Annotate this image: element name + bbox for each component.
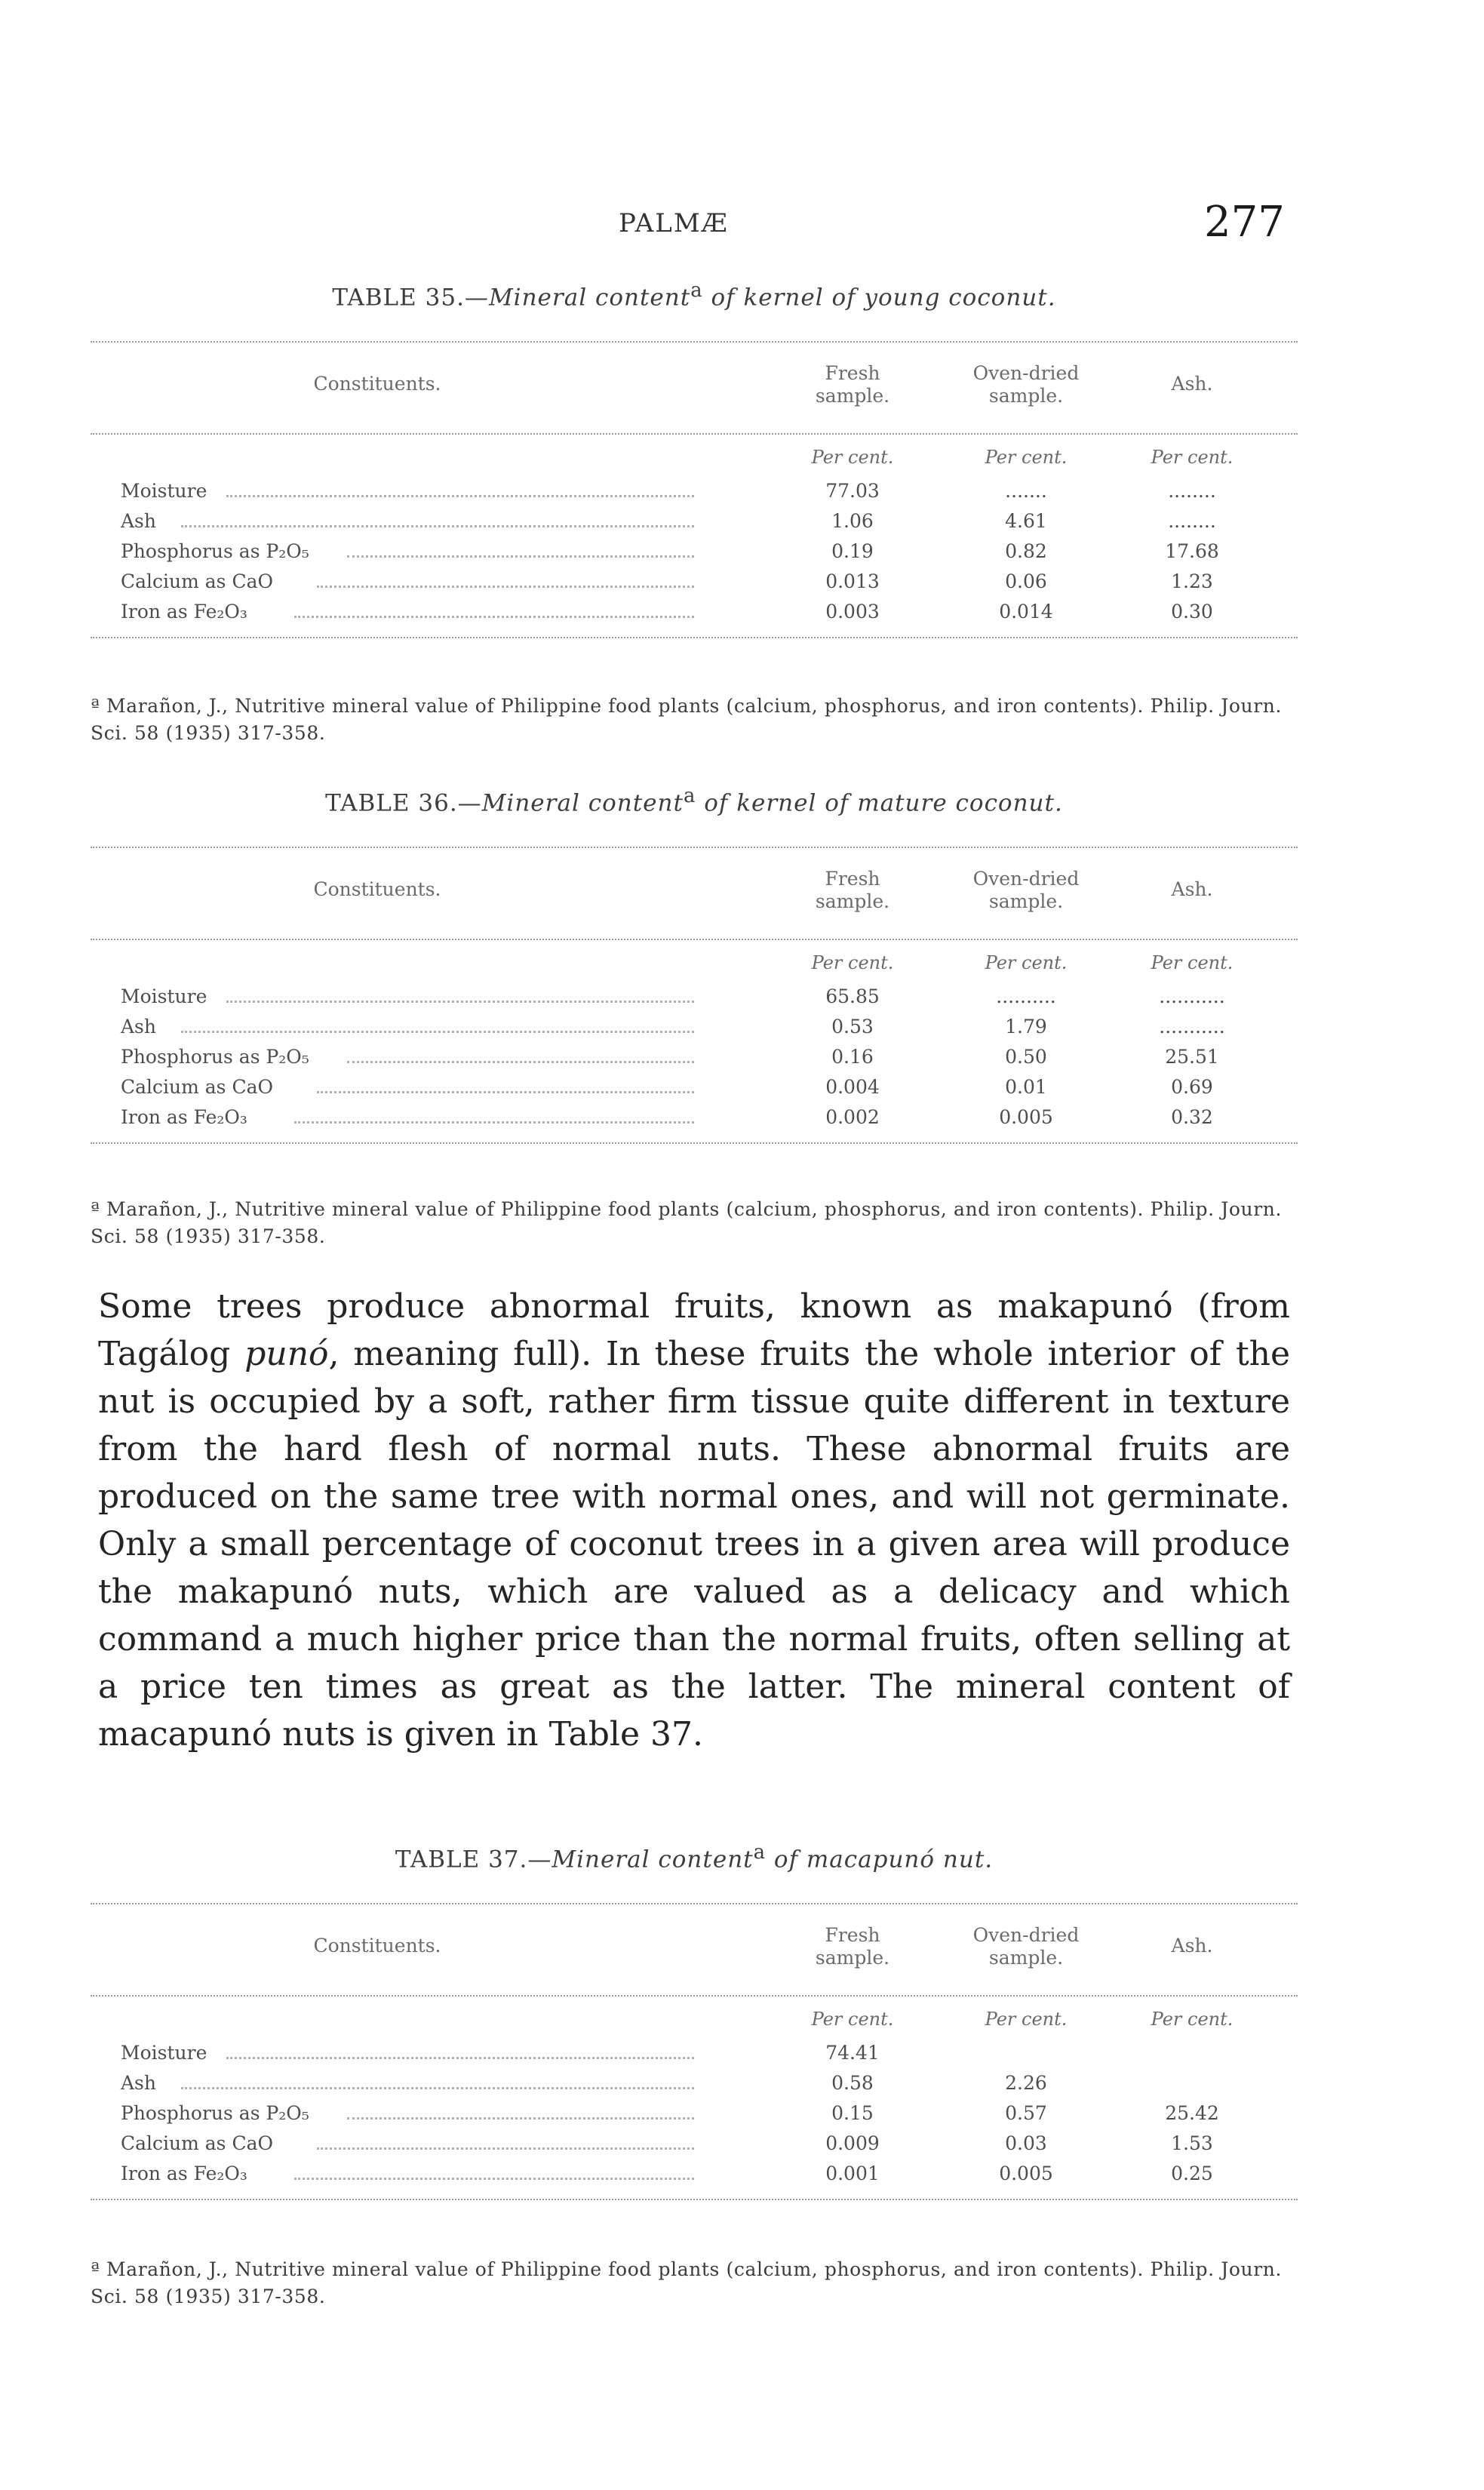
header-fresh: Fresh sample.: [815, 362, 890, 407]
table-rule: [91, 637, 1298, 638]
cell-ash: 25.51: [1165, 1046, 1219, 1068]
caption-mark: a: [683, 785, 696, 807]
cell-fresh: 0.002: [825, 1106, 880, 1129]
header-ash: Ash.: [1171, 373, 1213, 395]
cell-fresh: 1.06: [831, 510, 874, 533]
table-rule: [91, 1142, 1298, 1144]
unit-fresh: Per cent.: [811, 2009, 894, 2030]
cell-fresh: 74.41: [825, 2042, 880, 2064]
cell-oven: .......: [1005, 480, 1047, 503]
cell-ash: 25.42: [1165, 2102, 1219, 2125]
cell-oven: 0.57: [1005, 2102, 1047, 2125]
dot-leader: [317, 586, 694, 588]
cell-fresh: 0.004: [825, 1076, 880, 1099]
paragraph-text-part1: Some trees produce abnormal fruits, known as makapunó (from Tagálog: [98, 1287, 1290, 1373]
table-row: [91, 566, 1298, 596]
row-label: Calcium as CaO: [121, 570, 273, 593]
unit-fresh: Per cent.: [811, 447, 894, 469]
cell-ash: 0.25: [1171, 2163, 1213, 2185]
column-headers: [91, 343, 1298, 433]
cell-fresh: 0.013: [825, 570, 880, 593]
header-oven-dried: Oven-dried sample.: [972, 362, 1080, 407]
dot-leader: [226, 2057, 694, 2059]
header-ash: Ash.: [1171, 1935, 1213, 1957]
running-title: PALMÆ: [619, 208, 729, 238]
caption-rest: of kernel of mature coconut.: [696, 789, 1063, 817]
units-row: [91, 940, 1298, 981]
row-label: Phosphorus as P₂O₅: [121, 540, 309, 563]
cell-oven: 2.26: [1005, 2072, 1047, 2095]
row-label: Moisture: [121, 2042, 207, 2064]
table-row: [91, 536, 1298, 566]
unit-oven: Per cent.: [985, 952, 1068, 974]
caption-title: Mineral content: [552, 1846, 754, 1874]
cell-oven: 4.61: [1005, 510, 1047, 533]
table-row: [91, 981, 1298, 1011]
table-row: [91, 1011, 1298, 1041]
caption-mark: a: [753, 1841, 767, 1864]
row-label: Moisture: [121, 985, 207, 1008]
caption-mark: a: [690, 279, 703, 302]
caption-title: Mineral content: [481, 789, 684, 817]
cell-ash: ........: [1168, 480, 1216, 503]
row-label: Iron as Fe₂O₃: [121, 1106, 247, 1129]
table-37: [91, 1841, 1298, 2200]
unit-ash: Per cent.: [1151, 952, 1234, 974]
cell-fresh: 65.85: [825, 985, 880, 1008]
dot-leader: [317, 2147, 694, 2150]
caption-label: TABLE 37.—: [395, 1846, 552, 1874]
dot-leader: [317, 1091, 694, 1093]
cell-oven: 0.014: [999, 601, 1053, 623]
table-row: [91, 1071, 1298, 1102]
cell-oven: 0.50: [1005, 1046, 1047, 1068]
row-label: Calcium as CaO: [121, 1076, 273, 1099]
row-label: Ash: [121, 510, 156, 533]
unit-oven: Per cent.: [985, 447, 1068, 469]
cell-fresh: 0.001: [825, 2163, 880, 2185]
table-row: [91, 2098, 1298, 2128]
caption-label: TABLE 35.—: [332, 284, 489, 312]
unit-ash: Per cent.: [1151, 447, 1234, 469]
table-36: [91, 785, 1298, 1144]
cell-ash: 0.69: [1171, 1076, 1213, 1099]
table-row: [91, 596, 1298, 626]
dot-leader: [226, 495, 694, 497]
dot-leader: [181, 525, 694, 527]
table-row: [91, 2037, 1298, 2067]
paragraph-italic-word: punó: [244, 1335, 329, 1373]
header-ash: Ash.: [1171, 878, 1213, 901]
table-row: [91, 506, 1298, 536]
cell-oven: 0.01: [1005, 1076, 1047, 1099]
dot-leader: [181, 2087, 694, 2089]
cell-oven: 0.82: [1005, 540, 1047, 563]
row-label: Calcium as CaO: [121, 2132, 273, 2155]
dot-leader: [181, 1031, 694, 1033]
table-rule: [91, 2199, 1298, 2200]
cell-fresh: 0.16: [831, 1046, 874, 1068]
header-oven-dried: Oven-dried sample.: [972, 1924, 1080, 1969]
cell-fresh: 0.19: [831, 540, 874, 563]
header-oven-dried: Oven-dried sample.: [972, 868, 1080, 913]
cell-oven: 1.79: [1005, 1016, 1047, 1038]
row-label: Ash: [121, 1016, 156, 1038]
cell-fresh: 0.009: [825, 2132, 880, 2155]
table-row: [91, 1102, 1298, 1132]
table-row: [91, 2158, 1298, 2188]
row-label: Iron as Fe₂O₃: [121, 2163, 247, 2185]
cell-ash: 1.23: [1171, 570, 1213, 593]
table-row: [91, 2128, 1298, 2158]
table-row: [91, 2067, 1298, 2098]
paragraph-text-part2: , meaning full). In these fruits the whole interior of the nut is occupied by a soft, rather firm tissue quite different in texture from the hard flesh of normal nuts. These abnormal fruits are produced on the same tree with normal ones, and will not germinate. Only a small percentage of coconut trees in a given area will produce the makapunó nuts, which are valued as a delicacy and which command a much higher price than the normal fruits, often selling at a price ten times as great as the latter. The mineral content of macapunó nuts is given in Table 37.: [98, 1335, 1290, 1754]
footnote-37: ª Marañon, J., Nutritive mineral value of Philippine food plants (calcium, phosphorus, and iron contents). Philip. Journ. Sci. 58 (1935) 317-358.: [91, 2258, 1282, 2307]
row-label: Iron as Fe₂O₃: [121, 601, 247, 623]
footnote-36: ª Marañon, J., Nutritive mineral value of Philippine food plants (calcium, phosphorus, and iron contents). Philip. Journ. Sci. 58 (1935) 317-358.: [91, 1198, 1282, 1247]
row-label: Ash: [121, 2072, 156, 2095]
caption-label: TABLE 36.—: [325, 789, 482, 817]
body-paragraph: [98, 1283, 1290, 1758]
cell-fresh: 0.003: [825, 601, 880, 623]
row-label: Phosphorus as P₂O₅: [121, 1046, 309, 1068]
dot-leader: [294, 2178, 694, 2180]
unit-ash: Per cent.: [1151, 2009, 1234, 2030]
cell-ash: 1.53: [1171, 2132, 1213, 2155]
cell-fresh: 0.15: [831, 2102, 874, 2125]
table-row: [91, 1041, 1298, 1071]
caption-rest: of macapunó nut.: [766, 1846, 994, 1874]
cell-ash: 0.32: [1171, 1106, 1213, 1129]
table-35: [91, 279, 1298, 638]
header-fresh: Fresh sample.: [815, 868, 890, 913]
caption-title: Mineral content: [488, 284, 691, 312]
page-number: 277: [1204, 198, 1285, 247]
cell-oven: ..........: [996, 985, 1056, 1008]
units-row: [91, 1997, 1298, 2037]
dot-leader: [347, 1061, 694, 1063]
footnote-35: ª Marañon, J., Nutritive mineral value of Philippine food plants (calcium, phosphorus, and iron contents). Philip. Journ. Sci. 58 (1935) 317-358.: [91, 695, 1282, 744]
cell-fresh: 0.53: [831, 1016, 874, 1038]
cell-ash: 0.30: [1171, 601, 1213, 623]
dot-leader: [294, 616, 694, 618]
table-caption: [91, 1841, 1298, 1873]
header-fresh: Fresh sample.: [815, 1924, 890, 1969]
cell-oven: 0.06: [1005, 570, 1047, 593]
table-row: [91, 475, 1298, 506]
dot-leader: [347, 555, 694, 558]
running-head: [0, 198, 1484, 251]
unit-fresh: Per cent.: [811, 952, 894, 974]
column-headers: [91, 848, 1298, 939]
unit-oven: Per cent.: [985, 2009, 1068, 2030]
header-constituents: Constituents.: [313, 878, 441, 901]
header-constituents: Constituents.: [313, 1935, 441, 1957]
cell-ash: 17.68: [1165, 540, 1219, 563]
dot-leader: [347, 2117, 694, 2120]
dot-leader: [226, 1001, 694, 1003]
table-caption: [91, 279, 1298, 311]
units-row: [91, 435, 1298, 475]
cell-fresh: 0.58: [831, 2072, 874, 2095]
dot-leader: [294, 1121, 694, 1124]
caption-rest: of kernel of young coconut.: [702, 284, 1056, 312]
header-constituents: Constituents.: [313, 373, 441, 395]
cell-oven: 0.03: [1005, 2132, 1047, 2155]
cell-fresh: 77.03: [825, 480, 880, 503]
cell-oven: 0.005: [999, 2163, 1053, 2185]
cell-ash: ...........: [1159, 1016, 1225, 1038]
cell-ash: ........: [1168, 510, 1216, 533]
table-caption: [91, 785, 1298, 816]
column-headers: [91, 1904, 1298, 1995]
row-label: Moisture: [121, 480, 207, 503]
row-label: Phosphorus as P₂O₅: [121, 2102, 309, 2125]
cell-ash: ...........: [1159, 985, 1225, 1008]
cell-oven: 0.005: [999, 1106, 1053, 1129]
